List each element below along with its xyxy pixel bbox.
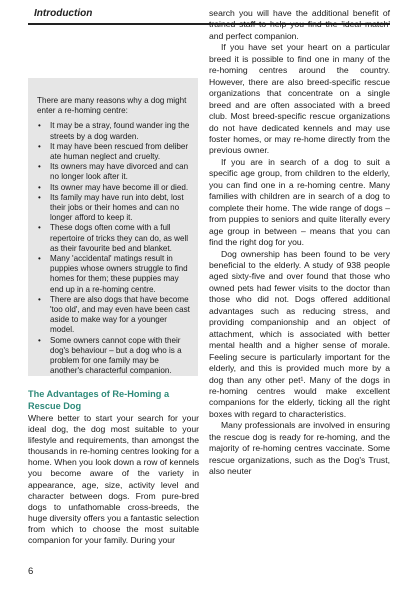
list-item: • It may have been rescued from deliber ate human neglect and cruelty. <box>37 142 190 162</box>
section-heading: The Advantages of Re-Homing a Rescue Dog <box>28 389 170 411</box>
list-item: • Its family may have run into debt, lost their jobs or their homes and can no longer afford to keep it. <box>37 193 190 224</box>
list-item: • Its owner may have become ill or died. <box>37 183 190 193</box>
page-number: 6 <box>28 566 34 577</box>
section-title: Introduction <box>34 8 93 19</box>
list-item: • It may be a stray, found wander ing the streets by a dog warden. <box>37 121 190 141</box>
body-paragraph: Many professionals are involved in ensuring the rescue dog is ready for re-homing, and the majority of re-homing centres vaccinate. Some rescue organizations, such as the Dog's Trust, also neuter <box>209 420 390 477</box>
list-item: • Many 'accidental' matings result in puppies whose owners struggle to find homes for them; these puppies may end up in a re-homing centre. <box>37 254 190 295</box>
reasons-sidebox <box>28 78 198 376</box>
body-paragraph: search you will have the additional benefit of trained staff to help you find the 'ideal match' and perfect companion. <box>209 8 390 41</box>
body-paragraph: Where better to start your search for your ideal dog, the dog most suitable to your lifestyle and requirements, than amongst the thousands in re-homing centres looking for a home. When you look down a row of kennels you become aware of the variety in appearance, age, size, activity level and character between dogs. From pure-bred dogs to unfathomable cross-breeds, the huge diversity offers you a fantastic selection from which to choose the most suitable companion for your family. During your <box>28 413 200 546</box>
list-item: • Its owners may have divorced and can no longer look after it. <box>37 162 190 182</box>
sidebox-intro: There are many reasons why a dog might enter a re-homing centre: <box>37 96 187 116</box>
list-item: • There are also dogs that have become 'too old', and may even have been cast aside to make way for a younger model. <box>37 295 190 336</box>
reasons-list <box>37 121 190 376</box>
body-paragraph: If you have set your heart on a particular breed it is possible to find one in many of the re-homing centres around the country. However, there are also breed-specific rescue organizations that concentrate on a single breed and are often associated with a breed club. Most breed-specific rescue organizations do not have dedicated kennels and may use foster homes, or may re-home directly from the previous owner. <box>209 42 390 156</box>
list-item: • These dogs often come with a full repertoire of tricks they can do, as well as their favourite bed and blanket. <box>37 223 190 254</box>
left-column-body <box>28 413 199 546</box>
right-column-body <box>209 8 390 478</box>
body-paragraph: Dog ownership has been found to be very beneficial to the elderly. A study of 938 people aged sixty-five and over found that those who owned pets had fewer visits to the doctor than those who did not. Dogs offered additional advantages such as reducing stress, and providing companionship and an object of attachment, which is associated with better mental health and a higher sense of morale. Feeling secure is particularly important for the elderly, and this is provided much more by a dog than any other pet¹. Many of the dogs in re-homing centres would make excellent companions for the elderly, ticking all the right boxes with regard to characteristics. <box>209 248 390 419</box>
body-paragraph: If you are in search of a dog to suit a specific age group, from children to the elderly, you can find one in a re-homing centre. Many families with children are in search of a dog to complete their home. The wide range of dogs – from puppies to seniors and quite literally every age group in between – means that you can find the right dog for you. <box>209 156 390 248</box>
list-item: • Some owners cannot cope with their dog's behaviour – but a dog who is a problem for one family may be another's characterful companion. <box>37 336 190 377</box>
